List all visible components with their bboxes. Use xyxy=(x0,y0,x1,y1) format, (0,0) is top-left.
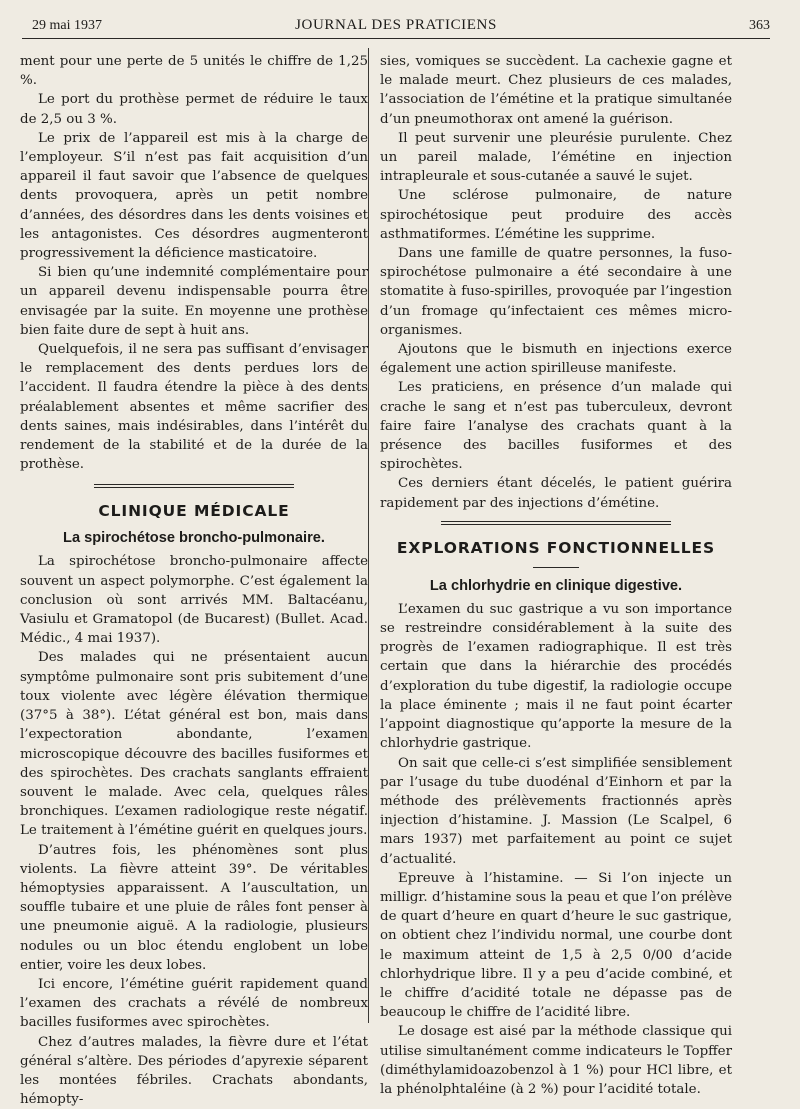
paragraph: Le prix de l’appareil est mis à la charge de l’employeur. S’il n’est pas fait acquisition d’un appareil il faut savoir que l’absence de quelques dents provoquera, après un petit nombre d’années, des désordres dans les dents voisines et les antagonistes. Ces désordres augmenteront progressivement la déficience masticatoire. xyxy=(20,130,368,262)
issue-date: 29 mai 1937 xyxy=(32,18,102,33)
paragraph: Quelquefois, il ne sera pas suffisant d’envisager le remplacement des dents perdues lors de l’accident. Il faudra étendre la pièce à des dents préalablement absentes et même sacrifier des dents saines, mais indésirables, dans l’intérêt du rendement de la stabilité et de la durée de la prothèse. xyxy=(20,342,368,473)
section-title: CLINIQUE MÉDICALE xyxy=(98,502,290,521)
paragraph: ment pour une perte de 5 unités le chiffre de 1,25 %. xyxy=(20,54,368,89)
header-rule xyxy=(22,38,770,39)
section-rule xyxy=(94,484,294,488)
paragraph: Ici encore, l’émétine guérit rapidement quand l’examen des crachats a révélé de nombreux bacilles fusiformes avec spirochètes. xyxy=(20,976,368,1031)
right-column xyxy=(380,52,732,1099)
paragraph: Les praticiens, en présence d’un malade qui crache le sang et n’est pas tuberculeux, devront faire faire l’analyse des crachats quant à la présence des bacilles fusiformes et des spirochètes. xyxy=(380,380,732,473)
left-column xyxy=(20,52,368,1109)
section-title: EXPLORATIONS FONCTIONNELLES xyxy=(396,538,716,557)
journal-title: JOURNAL DES PRATICIENS xyxy=(295,17,497,33)
paragraph: La spirochétose broncho-pulmonaire affecte souvent un aspect polymorphe. C’est également la conclusion où sont arrivés MM. Baltacéanu, Vasiulu et Gramatopol (de Bucarest) (Bullet. Acad. Médic., 4 mai 1937). xyxy=(20,554,368,647)
paragraph: Des malades qui ne présentaient aucun symptôme pulmonaire sont pris subitement d’une toux violente avec légère élévation thermique (37°5 à 38°). L’état général est bon, mais dans l’expectoration abondante, l’examen microscopique découvre des bacilles fusiformes et des spirochètes. Des crachats sanglants effraient souvent le malade. Avec cela, quelques râles bronchiques. L’examen radiologique reste négatif. Le traitement à l’émétine guérit en quelques jours. xyxy=(20,650,368,839)
paragraph: D’autres fois, les phénomènes sont plus violents. La fièvre atteint 39°. De véritables hémoptysies apparaissent. A l’auscultation, un souffle tubaire et une pluie de râles font penser à une pneumonie aiguë. A la radiologie, plusieurs nodules ou un bloc étendu englobent un lobe entier, voire les deux lobes. xyxy=(20,842,368,973)
paragraph: Epreuve à l’histamine. — Si l’on injecte un milligr. d’histamine sous la peau et que l’on prélève de quart d’heure en quart d’heure le suc gastrique, on obtient chez l’individu normal, une courbe dont le maximum atteint de 1,5 à 2,5 0/00 d’acide chlorhydrique libre. Il y a peu d’acide combiné, et le chiffre d’acidité totale ne dépasse pas de beaucoup le chiffre de l’acidité libre. xyxy=(380,870,732,1021)
paragraph: Chez d’autres malades, la fièvre dure et l’état général s’altère. Des périodes d’apyrexie séparent les montées fébriles. Crachats abondants, hémopty- xyxy=(20,1034,368,1108)
paragraph: sies, vomiques se succèdent. La cachexie gagne et le malade meurt. Chez plusieurs de ces malades, l’association de l’émétine et la pratique simultanée d’un pneumothorax ont amené la guérison. xyxy=(380,54,732,127)
article-title: La chlorhydrie en clinique digestive. xyxy=(429,577,683,594)
paragraph: Ces derniers étant décelés, le patient guérira rapidement par des injections d’émétine. xyxy=(380,476,732,511)
paragraph: Dans une famille de quatre personnes, la fuso-spirochétose pulmonaire a été secondaire à une stomatite à fuso-spirilles, provoquée par l’ingestion d’un fromage qu’infectaient ces mêmes micro-organismes. xyxy=(380,246,732,338)
article-title: La spirochétose broncho-pulmonaire. xyxy=(63,530,325,547)
column-divider xyxy=(368,48,369,1023)
title-underline xyxy=(533,567,579,568)
running-head xyxy=(22,14,770,38)
paragraph: Le dosage est aisé par la méthode classique qui utilise simultanément comme indicateurs le Topffer (diméthylamidoazobenzol à 1 %) pour HCl libre, et la phénolphtaléine (à 2 %) pour l’acidité totale. xyxy=(380,1024,732,1097)
paragraph: Il peut survenir une pleurésie purulente. Chez un pareil malade, l’émétine en injection intrapleurale et sous-cutanée a sauvé le sujet. xyxy=(380,130,732,185)
paragraph: Une sclérose pulmonaire, de nature spirochétosique peut produire des accès asthmatiformes. L’émétine les supprime. xyxy=(380,188,732,242)
paragraph: On sait que celle-ci s’est simplifiée sensiblement par l’usage du tube duodénal d’Einhorn et par la méthode des prélèvements fractionnés après injection d’histamine. J. Massion (Le Scalpel, 6 mars 1937) met parfaitement au point ce sujet d’actualité. xyxy=(380,755,732,867)
paragraph: Ajoutons que le bismuth en injections exerce également une action spirilleuse manifeste. xyxy=(380,342,732,377)
section-rule xyxy=(441,521,671,525)
paragraph: L’examen du suc gastrique a vu son importance se restreindre considérablement à la suite des progrès de l’examen radiographique. Il est très certain que dans la hiérarchie des procédés d’exploration du tube digestif, la radiologie occupe la place éminente ; mais il ne faut point écarter l’appoint diagnostique qu’apporte la mesure de la chlorhydrie gastrique. xyxy=(380,601,732,752)
paragraph: Le port du prothèse permet de réduire le taux de 2,5 ou 3 %. xyxy=(20,92,368,127)
paragraph: Si bien qu’une indemnité complémentaire pour un appareil devenu indispensable pourra être envisagée par la suite. En moyenne une prothèse bien faite dure de sept à huit ans. xyxy=(20,265,368,338)
page-number: 363 xyxy=(749,18,770,33)
